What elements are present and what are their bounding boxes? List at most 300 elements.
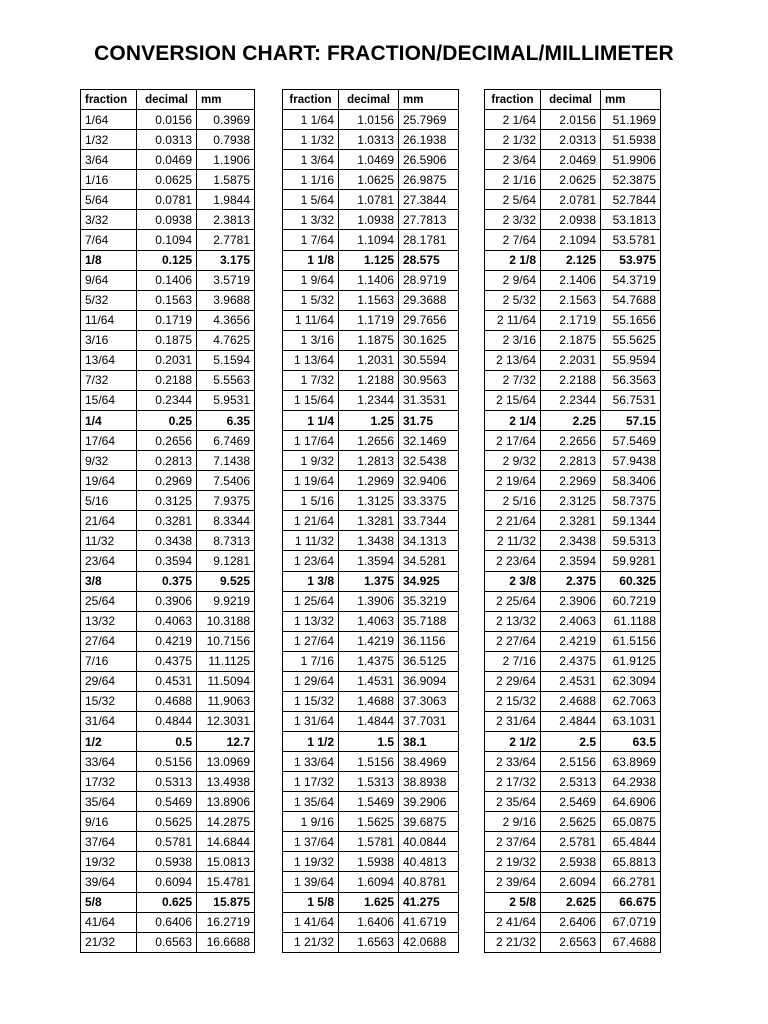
column-gap [459, 110, 485, 130]
fraction-cell: 39/64 [81, 872, 137, 892]
decimal-cell: 1.1406 [339, 270, 399, 290]
decimal-cell: 2.1094 [541, 230, 601, 250]
mm-cell: 61.5156 [601, 631, 661, 651]
fraction-cell: 13/32 [81, 611, 137, 631]
fraction-cell: 23/64 [81, 551, 137, 571]
mm-cell: 32.9406 [399, 471, 459, 491]
table-row [81, 491, 661, 511]
mm-cell: 58.3406 [601, 471, 661, 491]
column-gap [459, 290, 485, 310]
mm-cell: 54.7688 [601, 290, 661, 310]
mm-cell: 16.6688 [197, 932, 255, 952]
mm-cell: 30.1625 [399, 330, 459, 350]
mm-cell: 53.975 [601, 250, 661, 270]
decimal-cell: 0.5469 [137, 792, 197, 812]
table-row [81, 932, 661, 952]
decimal-cell: 2.375 [541, 571, 601, 591]
decimal-cell: 0.5 [137, 732, 197, 752]
decimal-cell: 2.4375 [541, 651, 601, 671]
decimal-cell: 2.0313 [541, 130, 601, 150]
decimal-cell: 0.5625 [137, 812, 197, 832]
fraction-cell: 2 9/64 [485, 270, 541, 290]
mm-cell: 39.2906 [399, 792, 459, 812]
mm-cell: 8.7313 [197, 531, 255, 551]
table-row [81, 170, 661, 190]
mm-cell: 62.7063 [601, 691, 661, 711]
mm-cell: 40.0844 [399, 832, 459, 852]
decimal-cell: 1.2031 [339, 350, 399, 370]
column-gap [255, 270, 283, 290]
mm-cell: 12.3031 [197, 711, 255, 731]
mm-cell: 55.1656 [601, 310, 661, 330]
fraction-cell: 2 21/64 [485, 511, 541, 531]
fraction-cell: 1 3/32 [283, 210, 339, 230]
mm-cell: 26.1938 [399, 130, 459, 150]
decimal-cell: 0.1406 [137, 270, 197, 290]
column-gap [255, 210, 283, 230]
decimal-cell: 0.4531 [137, 671, 197, 691]
decimal-cell: 2.5625 [541, 812, 601, 832]
fraction-cell: 1 3/8 [283, 571, 339, 591]
mm-cell: 15.0813 [197, 852, 255, 872]
fraction-cell: 2 37/64 [485, 832, 541, 852]
decimal-cell: 1.1563 [339, 290, 399, 310]
decimal-cell: 2.5781 [541, 832, 601, 852]
mm-cell: 67.4688 [601, 932, 661, 952]
mm-cell: 37.3063 [399, 691, 459, 711]
fraction-cell: 2 3/32 [485, 210, 541, 230]
decimal-cell: 2.25 [541, 411, 601, 431]
mm-cell: 64.6906 [601, 792, 661, 812]
table-row [81, 732, 661, 752]
decimal-cell: 1.4531 [339, 671, 399, 691]
table-row [81, 370, 661, 390]
mm-cell: 15.4781 [197, 872, 255, 892]
decimal-cell: 1.0781 [339, 190, 399, 210]
fraction-cell: 1 25/64 [283, 591, 339, 611]
fraction-cell: 7/64 [81, 230, 137, 250]
fraction-cell: 2 3/64 [485, 150, 541, 170]
decimal-cell: 1.4844 [339, 711, 399, 731]
fraction-cell: 1/64 [81, 110, 137, 130]
decimal-cell: 2.2344 [541, 390, 601, 410]
table-row [81, 912, 661, 932]
column-gap [459, 190, 485, 210]
fraction-cell: 5/32 [81, 290, 137, 310]
mm-cell: 6.35 [197, 411, 255, 431]
fraction-cell: 2 1/16 [485, 170, 541, 190]
mm-cell: 65.0875 [601, 812, 661, 832]
table-row [81, 631, 661, 651]
mm-cell: 51.1969 [601, 110, 661, 130]
fraction-cell: 2 11/32 [485, 531, 541, 551]
fraction-cell: 2 25/64 [485, 591, 541, 611]
table-row [81, 571, 661, 591]
decimal-cell: 2.2188 [541, 370, 601, 390]
header-mm: mm [399, 90, 459, 110]
column-gap [255, 190, 283, 210]
fraction-cell: 2 19/64 [485, 471, 541, 491]
decimal-cell: 1.5938 [339, 852, 399, 872]
fraction-cell: 1/8 [81, 250, 137, 270]
mm-cell: 40.4813 [399, 852, 459, 872]
fraction-cell: 2 15/64 [485, 390, 541, 410]
fraction-cell: 7/16 [81, 651, 137, 671]
column-gap [255, 792, 283, 812]
mm-cell: 28.575 [399, 250, 459, 270]
decimal-cell: 0.4688 [137, 691, 197, 711]
column-gap [459, 892, 485, 912]
decimal-cell: 2.0781 [541, 190, 601, 210]
decimal-cell: 1.4688 [339, 691, 399, 711]
table-row [81, 752, 661, 772]
table-row [81, 230, 661, 250]
mm-cell: 5.9531 [197, 390, 255, 410]
column-gap [459, 431, 485, 451]
fraction-cell: 2 7/64 [485, 230, 541, 250]
table-row [81, 892, 661, 912]
mm-cell: 53.5781 [601, 230, 661, 250]
fraction-cell: 21/64 [81, 511, 137, 531]
decimal-cell: 2.2656 [541, 431, 601, 451]
mm-cell: 51.5938 [601, 130, 661, 150]
fraction-cell: 2 13/64 [485, 350, 541, 370]
mm-cell: 11.9063 [197, 691, 255, 711]
column-gap [255, 471, 283, 491]
decimal-cell: 0.0781 [137, 190, 197, 210]
column-gap [255, 370, 283, 390]
fraction-cell: 19/64 [81, 471, 137, 491]
fraction-cell: 31/64 [81, 711, 137, 731]
decimal-cell: 1.0469 [339, 150, 399, 170]
decimal-cell: 0.25 [137, 411, 197, 431]
fraction-cell: 1 9/32 [283, 451, 339, 471]
mm-cell: 66.2781 [601, 872, 661, 892]
mm-cell: 59.5313 [601, 531, 661, 551]
decimal-cell: 1.2813 [339, 451, 399, 471]
decimal-cell: 0.2344 [137, 390, 197, 410]
mm-cell: 0.7938 [197, 130, 255, 150]
mm-cell: 61.1188 [601, 611, 661, 631]
decimal-cell: 2.3594 [541, 551, 601, 571]
header-decimal: decimal [137, 90, 197, 110]
mm-cell: 27.7813 [399, 210, 459, 230]
column-gap [459, 631, 485, 651]
column-gap [255, 892, 283, 912]
decimal-cell: 2.6563 [541, 932, 601, 952]
fraction-cell: 1 7/64 [283, 230, 339, 250]
decimal-cell: 2.5156 [541, 752, 601, 772]
decimal-cell: 2.4844 [541, 711, 601, 731]
mm-cell: 34.5281 [399, 551, 459, 571]
fraction-cell: 1 13/64 [283, 350, 339, 370]
table-row [81, 591, 661, 611]
mm-cell: 11.5094 [197, 671, 255, 691]
decimal-cell: 2.2031 [541, 350, 601, 370]
column-gap [255, 511, 283, 531]
decimal-cell: 1.3125 [339, 491, 399, 511]
fraction-cell: 5/8 [81, 892, 137, 912]
column-gap [255, 671, 283, 691]
mm-cell: 32.5438 [399, 451, 459, 471]
decimal-cell: 0.0938 [137, 210, 197, 230]
decimal-cell: 2.4219 [541, 631, 601, 651]
fraction-cell: 2 5/8 [485, 892, 541, 912]
column-gap [255, 591, 283, 611]
table-row [81, 772, 661, 792]
column-gap [255, 611, 283, 631]
mm-cell: 33.7344 [399, 511, 459, 531]
header-mm: mm [197, 90, 255, 110]
decimal-cell: 0.2188 [137, 370, 197, 390]
decimal-cell: 0.0156 [137, 110, 197, 130]
decimal-cell: 2.3281 [541, 511, 601, 531]
column-gap [255, 310, 283, 330]
column-gap [459, 471, 485, 491]
column-gap [255, 752, 283, 772]
column-gap [255, 491, 283, 511]
table-row [81, 190, 661, 210]
column-gap [459, 310, 485, 330]
fraction-cell: 1 1/32 [283, 130, 339, 150]
decimal-cell: 0.0313 [137, 130, 197, 150]
column-gap [459, 411, 485, 431]
table-body [81, 110, 661, 953]
decimal-cell: 2.5469 [541, 792, 601, 812]
fraction-cell: 1 5/32 [283, 290, 339, 310]
fraction-cell: 2 23/64 [485, 551, 541, 571]
fraction-cell: 15/32 [81, 691, 137, 711]
column-gap [255, 691, 283, 711]
fraction-cell: 1/16 [81, 170, 137, 190]
mm-cell: 59.9281 [601, 551, 661, 571]
column-gap [459, 872, 485, 892]
header-fraction: fraction [283, 90, 339, 110]
column-gap [255, 852, 283, 872]
fraction-cell: 1 19/32 [283, 852, 339, 872]
mm-cell: 9.9219 [197, 591, 255, 611]
fraction-cell: 9/32 [81, 451, 137, 471]
fraction-cell: 17/64 [81, 431, 137, 451]
mm-cell: 7.9375 [197, 491, 255, 511]
fraction-cell: 2 29/64 [485, 671, 541, 691]
column-gap [459, 651, 485, 671]
table-row [81, 671, 661, 691]
mm-cell: 41.6719 [399, 912, 459, 932]
column-gap [459, 912, 485, 932]
decimal-cell: 1.0625 [339, 170, 399, 190]
decimal-cell: 0.625 [137, 892, 197, 912]
mm-cell: 13.0969 [197, 752, 255, 772]
fraction-cell: 5/16 [81, 491, 137, 511]
column-gap [459, 170, 485, 190]
fraction-cell: 1 33/64 [283, 752, 339, 772]
column-gap [255, 130, 283, 150]
table-row [81, 872, 661, 892]
decimal-cell: 2.4688 [541, 691, 601, 711]
fraction-cell: 1 1/4 [283, 411, 339, 431]
fraction-cell: 2 1/8 [485, 250, 541, 270]
mm-cell: 57.15 [601, 411, 661, 431]
table-row [81, 551, 661, 571]
mm-cell: 35.7188 [399, 611, 459, 631]
mm-cell: 54.3719 [601, 270, 661, 290]
mm-cell: 3.5719 [197, 270, 255, 290]
decimal-cell: 0.4844 [137, 711, 197, 731]
column-gap [255, 170, 283, 190]
column-gap [459, 832, 485, 852]
mm-cell: 28.9719 [399, 270, 459, 290]
fraction-cell: 5/64 [81, 190, 137, 210]
mm-cell: 2.7781 [197, 230, 255, 250]
mm-cell: 30.5594 [399, 350, 459, 370]
mm-cell: 4.7625 [197, 330, 255, 350]
fraction-cell: 2 11/64 [485, 310, 541, 330]
mm-cell: 58.7375 [601, 491, 661, 511]
mm-cell: 14.2875 [197, 812, 255, 832]
table-row [81, 531, 661, 551]
column-gap [459, 511, 485, 531]
fraction-cell: 2 35/64 [485, 792, 541, 812]
decimal-cell: 0.0625 [137, 170, 197, 190]
decimal-cell: 1.375 [339, 571, 399, 591]
mm-cell: 26.9875 [399, 170, 459, 190]
table-row [81, 110, 661, 130]
decimal-cell: 0.4375 [137, 651, 197, 671]
decimal-cell: 0.5156 [137, 752, 197, 772]
mm-cell: 29.3688 [399, 290, 459, 310]
fraction-cell: 1 29/64 [283, 671, 339, 691]
decimal-cell: 1.3594 [339, 551, 399, 571]
fraction-cell: 33/64 [81, 752, 137, 772]
column-gap [459, 812, 485, 832]
decimal-cell: 0.6563 [137, 932, 197, 952]
fraction-cell: 1 15/32 [283, 691, 339, 711]
mm-cell: 9.1281 [197, 551, 255, 571]
fraction-cell: 1 11/64 [283, 310, 339, 330]
header-fraction: fraction [485, 90, 541, 110]
mm-cell: 42.0688 [399, 932, 459, 952]
decimal-cell: 0.5781 [137, 832, 197, 852]
fraction-cell: 1 41/64 [283, 912, 339, 932]
column-gap [255, 110, 283, 130]
fraction-cell: 15/64 [81, 390, 137, 410]
decimal-cell: 2.3438 [541, 531, 601, 551]
column-gap [255, 411, 283, 431]
column-gap [459, 932, 485, 952]
fraction-cell: 1 35/64 [283, 792, 339, 812]
fraction-cell: 2 13/32 [485, 611, 541, 631]
mm-cell: 3.9688 [197, 290, 255, 310]
column-gap [255, 812, 283, 832]
mm-cell: 38.8938 [399, 772, 459, 792]
decimal-cell: 0.4219 [137, 631, 197, 651]
mm-cell: 10.7156 [197, 631, 255, 651]
decimal-cell: 0.2656 [137, 431, 197, 451]
column-gap [255, 551, 283, 571]
column-gap [459, 671, 485, 691]
fraction-cell: 17/32 [81, 772, 137, 792]
decimal-cell: 1.125 [339, 250, 399, 270]
mm-cell: 1.5875 [197, 170, 255, 190]
mm-cell: 7.1438 [197, 451, 255, 471]
fraction-cell: 9/16 [81, 812, 137, 832]
mm-cell: 36.5125 [399, 651, 459, 671]
fraction-cell: 2 1/4 [485, 411, 541, 431]
table-row [81, 812, 661, 832]
column-gap [459, 130, 485, 150]
decimal-cell: 0.375 [137, 571, 197, 591]
mm-cell: 26.5906 [399, 150, 459, 170]
mm-cell: 59.1344 [601, 511, 661, 531]
decimal-cell: 0.2969 [137, 471, 197, 491]
column-gap [459, 732, 485, 752]
mm-cell: 65.4844 [601, 832, 661, 852]
fraction-cell: 1/32 [81, 130, 137, 150]
column-gap [255, 250, 283, 270]
header-fraction: fraction [81, 90, 137, 110]
mm-cell: 33.3375 [399, 491, 459, 511]
fraction-cell: 1 1/64 [283, 110, 339, 130]
decimal-cell: 1.1719 [339, 310, 399, 330]
fraction-cell: 2 33/64 [485, 752, 541, 772]
decimal-cell: 1.6406 [339, 912, 399, 932]
column-gap [459, 90, 485, 110]
decimal-cell: 1.2344 [339, 390, 399, 410]
column-gap [255, 732, 283, 752]
mm-cell: 60.7219 [601, 591, 661, 611]
fraction-cell: 2 1/2 [485, 732, 541, 752]
fraction-cell: 35/64 [81, 792, 137, 812]
column-gap [255, 571, 283, 591]
decimal-cell: 0.6406 [137, 912, 197, 932]
fraction-cell: 1 9/64 [283, 270, 339, 290]
fraction-cell: 1 37/64 [283, 832, 339, 852]
mm-cell: 63.8969 [601, 752, 661, 772]
column-gap [459, 711, 485, 731]
table-row [81, 330, 661, 350]
fraction-cell: 1 7/16 [283, 651, 339, 671]
decimal-cell: 1.6563 [339, 932, 399, 952]
decimal-cell: 1.3438 [339, 531, 399, 551]
decimal-cell: 1.1094 [339, 230, 399, 250]
decimal-cell: 0.3594 [137, 551, 197, 571]
mm-cell: 32.1469 [399, 431, 459, 451]
decimal-cell: 0.0469 [137, 150, 197, 170]
mm-cell: 25.7969 [399, 110, 459, 130]
fraction-cell: 3/8 [81, 571, 137, 591]
fraction-cell: 11/64 [81, 310, 137, 330]
decimal-cell: 2.0938 [541, 210, 601, 230]
column-gap [459, 852, 485, 872]
fraction-cell: 2 3/8 [485, 571, 541, 591]
decimal-cell: 2.1563 [541, 290, 601, 310]
fraction-cell: 1 1/2 [283, 732, 339, 752]
fraction-cell: 2 17/32 [485, 772, 541, 792]
fraction-cell: 9/64 [81, 270, 137, 290]
column-gap [255, 531, 283, 551]
column-gap [255, 832, 283, 852]
decimal-cell: 0.4063 [137, 611, 197, 631]
table-row [81, 431, 661, 451]
table-row [81, 691, 661, 711]
mm-cell: 14.6844 [197, 832, 255, 852]
table-row [81, 511, 661, 531]
table-row [81, 210, 661, 230]
fraction-cell: 1 11/32 [283, 531, 339, 551]
decimal-cell: 1.0938 [339, 210, 399, 230]
mm-cell: 53.1813 [601, 210, 661, 230]
